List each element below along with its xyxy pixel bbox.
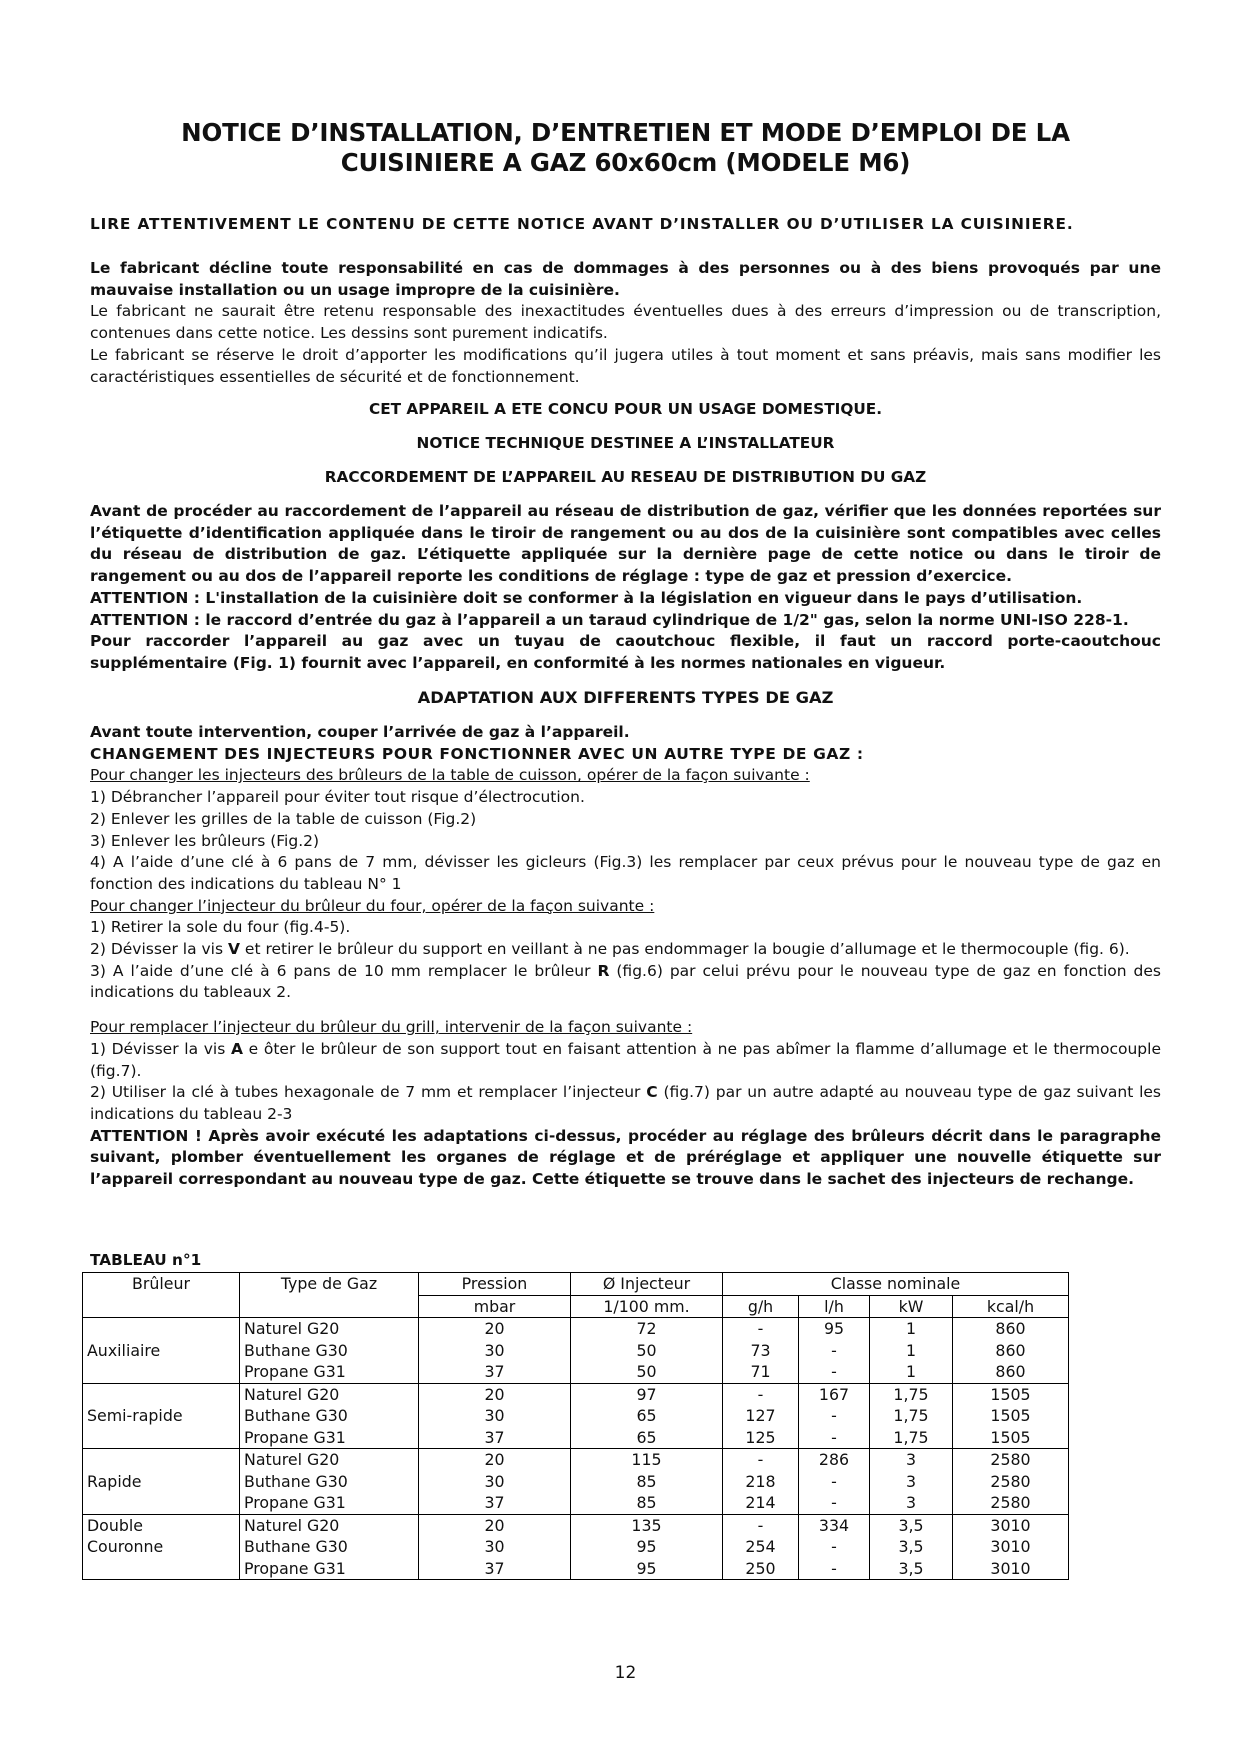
burner-name: Double [87,1515,143,1535]
injector-c-label: C [646,1083,658,1102]
table-cell: 135 [631,1515,662,1535]
table-cell: 30 [484,1340,505,1360]
table-cell: 1 [905,1319,917,1338]
table-cell: 214 [745,1493,776,1512]
table-cell: 3,5 [898,1558,924,1578]
table-cell: 20 [484,1515,505,1535]
table-cell: Buthane G30 [244,1340,348,1360]
table-cell: - [831,1362,837,1381]
unit-mbar: mbar [419,1295,571,1318]
pressure-cell [419,1318,571,1384]
attention-adjustment: ATTENTION ! Après avoir exécuté les adaptations ci-dessus, procéder au réglage des brûleurs décrit dans le paragraphe suivant, plomber éventuellement les organes de réglage et de préréglage et appliquer une nouvelle étiquette sur l’appareil correspondant au nouveau type de gaz. Cette étiquette se trouve dans le sachet des injecteurs de rechange. [90,1126,1161,1189]
grill-step-2 [90,1082,1161,1125]
table-cell: 3 [905,1493,917,1512]
table-cell: Buthane G30 [244,1471,348,1491]
flow-lh-cell [799,1383,870,1449]
oven-step-2 [90,939,1161,961]
oven-step-2-a: 2) Dévisser la vis [90,940,228,959]
header-gas-type: Type de Gaz [240,1273,419,1318]
table-cell: 30 [484,1471,505,1491]
power-kcal-cell [953,1383,1069,1449]
oven-step-3 [90,961,1161,1004]
title-line-1: NOTICE D’INSTALLATION, D’ENTRETIEN ET MODE D’EMPLOI DE LA [181,118,1070,147]
power-kw-cell [870,1383,953,1449]
unit-kw: kW [870,1295,953,1318]
page-title [90,118,1161,178]
table-cell: 95 [823,1319,845,1338]
table-caption: TABLEAU n°1 [90,1251,202,1269]
table-cell: 95 [636,1537,657,1556]
table-cell: 72 [636,1319,657,1338]
oven-injector-intro: Pour changer l’injecteur du brûleur du four, opérer de la façon suivante : [90,896,655,915]
title-line-2: CUISINIERE A GAZ 60x60cm (MODELE M6) [340,148,911,177]
power-kw-cell [870,1318,953,1384]
table-cell: 73 [750,1340,771,1360]
table-cell: 115 [631,1450,662,1469]
burner-name: Semi-rapide [87,1406,183,1425]
table-cell: 3,5 [898,1537,924,1556]
grill-step-2-b: (fig.7) par un autre adapté au nouveau type de gaz suivant les indications du tableau 2-3 [90,1083,1161,1123]
table-cell: 37 [484,1362,505,1381]
oven-step-3-b: (fig.6) par celui prévu pour le nouveau type de gaz en fonction des indications du tableaux 2. [90,961,1161,1002]
hob-step-4: 4) A l’aide d’une clé à 6 pans de 7 mm, dévisser les gicleurs (Fig.3) les remplacer par ceux prévus pour le nouveau type de gaz en fonction des indications du tableau N° 1 [90,853,1161,893]
table-cell: - [831,1493,837,1512]
header-nominal-class: Classe nominale [723,1273,1069,1296]
table-cell: - [831,1537,837,1556]
table-cell: 3010 [990,1558,1031,1578]
oven-step-3-a: 3) A l’aide d’une clé à 6 pans de 10 mm remplacer le brûleur [90,961,598,980]
oven-step-2-b: et retirer le brûleur du support en veillant à ne pas endommager la bougie d’allumage et le thermocouple (fig. 6). [240,940,1130,959]
table-cell: 1505 [990,1427,1031,1447]
flow-gh-cell [723,1318,799,1384]
attention-thread: ATTENTION : le raccord d’entrée du gaz à l’appareil a un taraud cylindrique de 1/2" gas, selon la norme UNI-ISO 228-1. [90,610,1129,629]
burner-name-cell [83,1383,240,1449]
injector-change-heading: CHANGEMENT DES INJECTEURS POUR FONCTIONNER AVEC UN AUTRE TYPE DE GAZ : [90,744,864,763]
table-cell: 860 [995,1340,1026,1360]
table-cell: 65 [636,1427,657,1447]
gas-type-cell [240,1383,419,1449]
table-cell: Buthane G30 [244,1537,348,1556]
modification-notice: Le fabricant se réserve le droit d’apporter les modifications qu’il jugera utiles à tout moment et sans préavis, mais sans modifier les caractéristiques essentielles de sécurité et de fonctionnement. [90,345,1161,386]
burner-r-label: R [597,961,610,980]
table-cell: 127 [745,1406,776,1425]
table-cell: 50 [636,1362,657,1381]
table-cell: 30 [484,1406,505,1425]
injector-table [82,1272,1069,1580]
table-cell: 3,5 [898,1515,924,1535]
oven-step-1: 1) Retirer la sole du four (fig.4-5). [90,918,351,937]
table-cell: 254 [745,1537,776,1556]
table-cell: 1 [905,1340,917,1360]
table-cell: 3 [905,1471,917,1491]
flow-gh-cell [723,1514,799,1580]
table-cell: 20 [484,1319,505,1338]
table-cell: 1505 [990,1384,1031,1404]
liability-disclaimer: Le fabricant décline toute responsabilité en cas de dommages à des personnes ou à des biens provoqués par une mauvaise installation ou un usage impropre de la cuisinière. [90,259,1161,299]
intro-section [90,258,1161,388]
gas-type-cell [240,1514,419,1580]
pressure-cell [419,1383,571,1449]
table-cell: - [757,1515,764,1535]
table-cell: - [831,1471,837,1491]
table-cell: Buthane G30 [244,1406,348,1425]
table-cell: - [757,1450,764,1469]
table-cell: 1,75 [893,1384,929,1404]
table-cell: Propane G31 [244,1558,346,1578]
table-cell: 167 [818,1384,850,1404]
table-cell: 20 [484,1384,505,1404]
flow-lh-cell [799,1318,870,1384]
table-cell: 2580 [990,1471,1031,1491]
burner-name-line-2: Couronne [87,1537,164,1556]
page-number: 12 [614,1663,637,1683]
adaptation-section [90,722,1161,1191]
unit-lh: l/h [799,1295,870,1318]
flow-gh-cell [723,1383,799,1449]
table-cell: 2580 [990,1450,1031,1469]
table-cell: - [757,1384,764,1404]
power-kcal-cell [953,1318,1069,1384]
table-cell: - [757,1319,764,1338]
connection-section [90,501,1161,675]
hob-step-2: 2) Enlever les grilles de la table de cuisson (Fig.2) [90,809,477,828]
table-cell: 1 [905,1362,917,1381]
table-cell: 286 [818,1450,850,1469]
table-header-row [83,1273,1069,1296]
rubber-hose-paragraph: Pour raccorder l’appareil au gaz avec un tuyau de caoutchouc flexible, il faut un raccord porte-caoutchouc supplémentaire (Fig. 1) fournit avec l’appareil, en conformité à les normes nationales en vigueur. [90,632,1161,672]
hob-step-1: 1) Débrancher l’appareil pour éviter tout risque d’électrocution. [90,788,585,807]
grill-step-1-b: e ôter le brûleur de son support tout en faisant attention à ne pas abîmer la flamme d’allumage et le thermocouple (fig.7). [90,1039,1161,1080]
unit-kcal: kcal/h [953,1295,1069,1318]
table-cell: 3010 [990,1515,1031,1535]
table-cell: Propane G31 [244,1427,346,1447]
unit-mm: 1/100 mm. [571,1295,723,1318]
table-row [83,1514,1069,1580]
pressure-cell [419,1449,571,1515]
header-pressure: Pression [419,1273,571,1296]
table-cell: 125 [745,1427,776,1447]
flow-gh-cell [723,1449,799,1515]
injector-cell [571,1514,723,1580]
table-cell: 1,75 [893,1406,929,1425]
inaccuracy-disclaimer: Le fabricant ne saurait être retenu responsable des inexactitudes éventuelles dues à des erreurs d’impression ou de transcription, contenues dans cette notice. Les dessins sont purement indicatifs. [90,302,1161,343]
cut-gas-notice: Avant toute intervention, couper l’arrivée de gaz à l’appareil. [90,723,630,741]
adaptation-heading: ADAPTATION AUX DIFFERENTS TYPES DE GAZ [417,688,834,707]
table-cell: - [831,1406,837,1425]
injector-cell [571,1383,723,1449]
header-burner: Brûleur [83,1273,240,1318]
read-warning: LIRE ATTENTIVEMENT LE CONTENU DE CETTE NOTICE AVANT D’INSTALLER OU D’UTILISER LA CUISINIERE. [90,215,1074,234]
domestic-use-heading: CET APPAREIL A ETE CONCU POUR UN USAGE DOMESTIQUE. [368,400,883,418]
table-cell: 37 [484,1427,505,1447]
burner-name: Auxiliaire [87,1340,161,1360]
table-cell: - [831,1558,837,1578]
table-cell: Naturel G20 [244,1319,340,1338]
burner-name-cell [83,1449,240,1515]
table-cell: 30 [484,1537,505,1556]
table-cell: 85 [636,1493,657,1512]
burner-name-cell [83,1514,240,1580]
flow-lh-cell [799,1449,870,1515]
table-cell: 20 [484,1450,505,1469]
flow-lh-cell [799,1514,870,1580]
table-cell: Naturel G20 [244,1450,340,1469]
power-kw-cell [870,1514,953,1580]
grill-step-1 [90,1039,1161,1082]
connection-paragraph: Avant de procéder au raccordement de l’appareil au réseau de distribution de gaz, vérifier que les données reportées sur l’étiquette d’identification appliquée dans le tiroir de rangement ou au dos de la cuisinière sont compatibles avec celles du réseau de distribution de gaz. L’étiquette appliquée sur la dernière page de cette notice ou dans le tiroir de rangement ou au dos de l’appareil reporte les conditions de réglage : type de gaz et pression d’exercice. [90,502,1161,586]
gas-type-cell [240,1318,419,1384]
unit-gh: g/h [723,1295,799,1318]
attention-legislation: ATTENTION : L'installation de la cuisinière doit se conformer à la législation en vigueur dans le pays d’utilisation. [90,588,1083,607]
table-cell: 1505 [990,1406,1031,1425]
grill-injector-intro: Pour remplacer l’injecteur du brûleur du grill, intervenir de la façon suivante : [90,1018,693,1037]
table-cell: 71 [750,1362,771,1381]
table-cell: 85 [636,1471,657,1491]
table-cell: 37 [484,1493,505,1512]
table-cell: 3010 [990,1537,1031,1556]
header-injector: Ø Injecteur [571,1273,723,1296]
table-cell: 1,75 [893,1427,929,1447]
table-cell: Naturel G20 [244,1515,340,1535]
grill-step-2-a: 2) Utiliser la clé à tubes hexagonale de 7 mm et remplacer l’injecteur [90,1083,647,1102]
table-cell: Naturel G20 [244,1384,340,1404]
screw-a-label: A [230,1039,243,1058]
hob-injector-intro: Pour changer les injecteurs des brûleurs de la table de cuisson, opérer de la façon suivante : [90,766,810,785]
table-row [83,1318,1069,1384]
hob-step-3: 3) Enlever les brûleurs (Fig.2) [90,831,320,850]
technical-notice-heading: NOTICE TECHNIQUE DESTINEE A L’INSTALLATEUR [416,434,835,452]
table-cell: Propane G31 [244,1493,346,1512]
pressure-cell [419,1514,571,1580]
table-cell: 860 [995,1319,1026,1338]
burner-name-cell [83,1318,240,1384]
table-cell: 334 [818,1515,850,1535]
table-row [83,1449,1069,1515]
power-kw-cell [870,1449,953,1515]
table-row [83,1383,1069,1449]
grill-step-1-a: 1) Dévisser la vis [90,1039,231,1058]
table-cell: 2580 [990,1493,1031,1512]
table-cell: 50 [636,1340,657,1360]
injector-cell [571,1318,723,1384]
table-cell: - [831,1340,837,1360]
connection-heading: RACCORDEMENT DE L’APPAREIL AU RESEAU DE DISTRIBUTION DU GAZ [324,468,927,486]
table-cell: Propane G31 [244,1362,346,1381]
injector-cell [571,1449,723,1515]
power-kcal-cell [953,1449,1069,1515]
table-cell: 97 [636,1384,657,1404]
table-cell: 3 [905,1450,917,1469]
table-cell: 65 [636,1406,657,1425]
table-cell: - [831,1427,837,1447]
power-kcal-cell [953,1514,1069,1580]
table-cell: 37 [484,1558,505,1578]
table-cell: 250 [745,1558,776,1578]
gas-type-cell [240,1449,419,1515]
table-cell: 860 [995,1362,1026,1381]
table-cell: 95 [636,1558,657,1578]
screw-v-label: V [228,940,240,959]
table-cell: 218 [745,1471,776,1491]
burner-name: Rapide [87,1471,142,1491]
